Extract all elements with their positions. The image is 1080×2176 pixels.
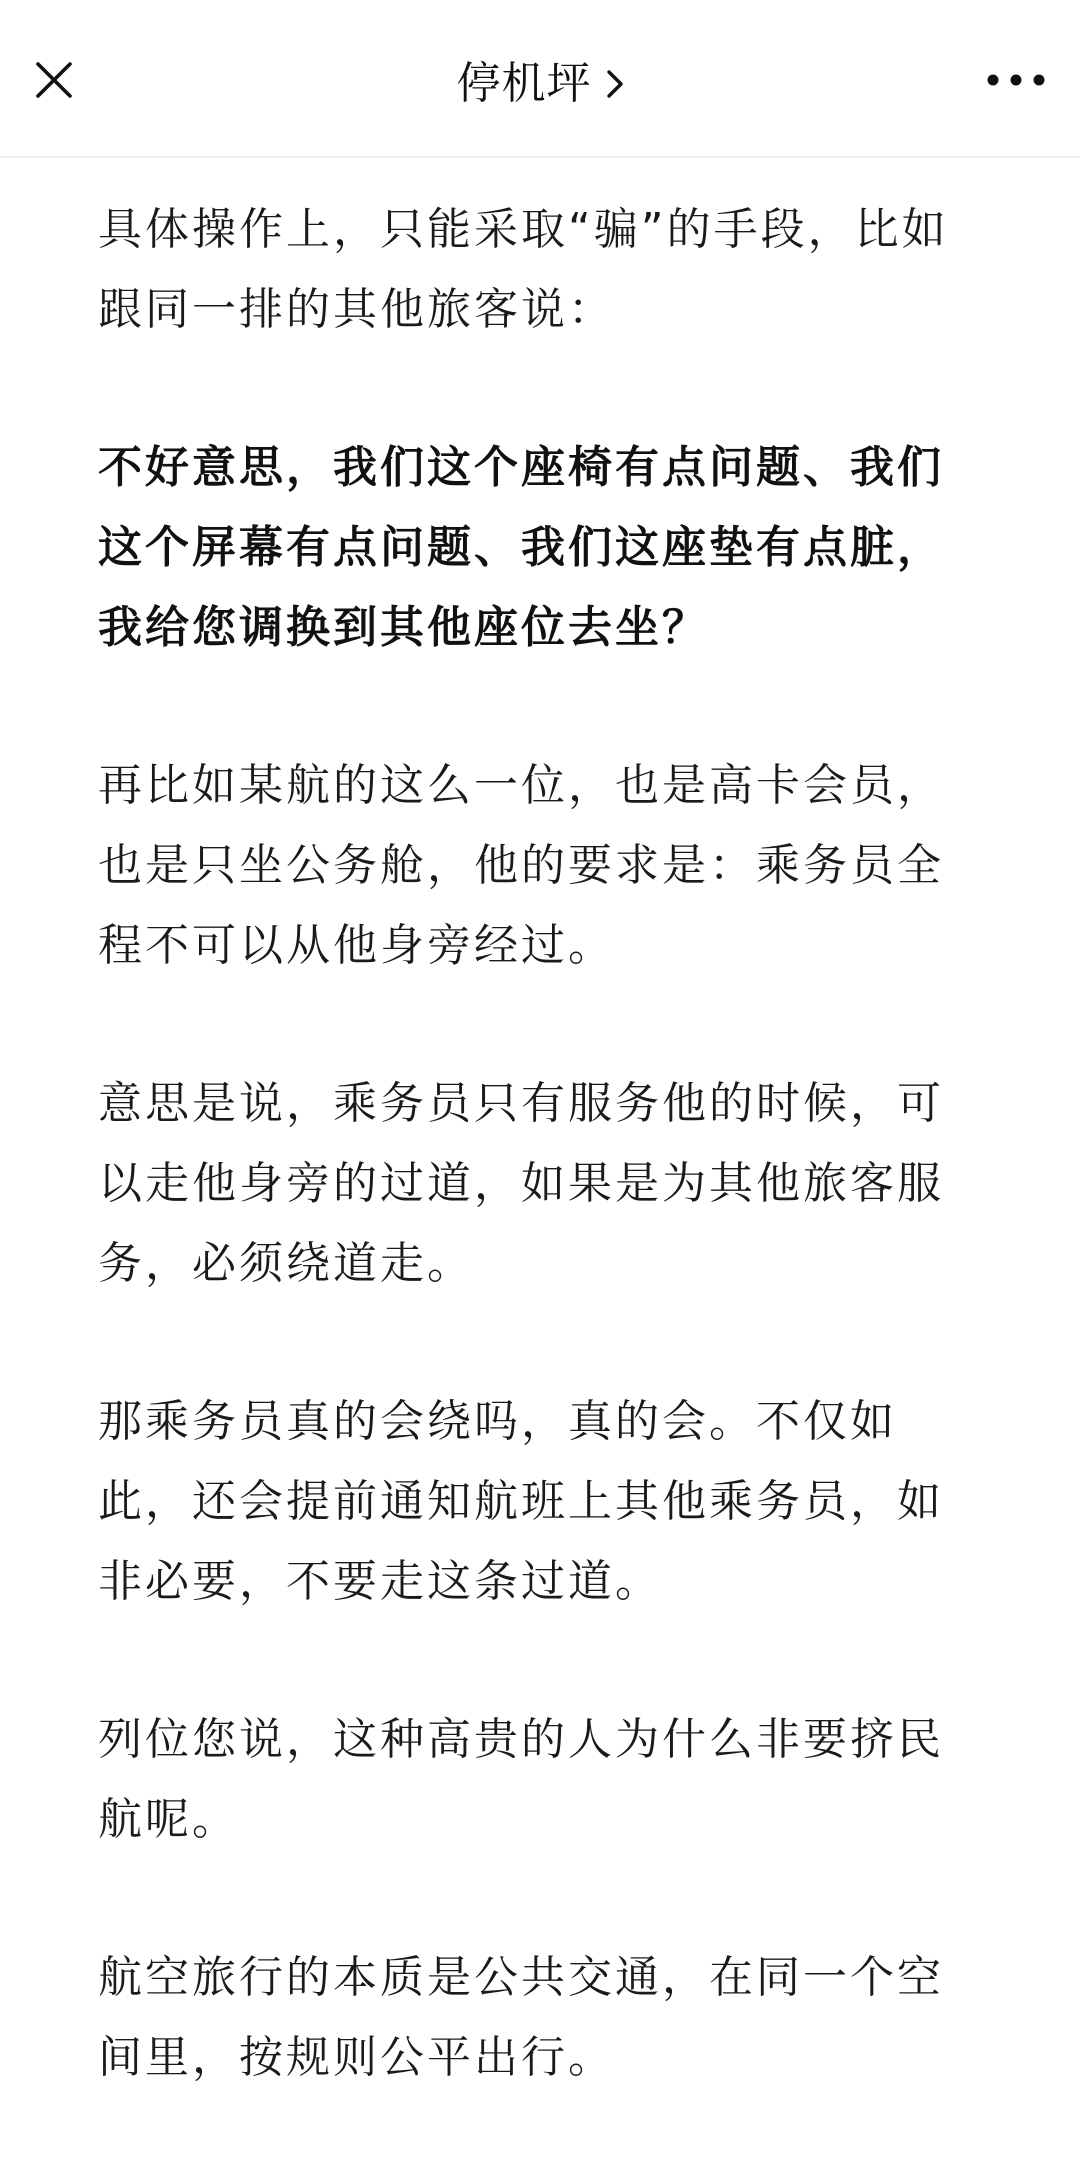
article-paragraph: 列位您说，这种高贵的人为什么非要挤民航呢。 <box>98 1714 944 1845</box>
article-paragraph: 具体操作上，只能采取“骗”的手段，比如跟同一排的其他旅客说： <box>98 204 949 335</box>
more-horizontal-icon <box>986 73 1046 87</box>
article-paragraph: 再比如某航的这么一位，也是高卡会员，也是只坐公务舱，他的要求是：乘务员全程不可以从他身旁经过。 <box>98 760 944 971</box>
page-title: 停机坪 <box>456 58 592 109</box>
more-options-button[interactable] <box>974 48 1058 112</box>
article-paragraph: 意思是说，乘务员只有服务他的时候，可以走他身旁的过道，如果是为其他旅客服务，必须绕道走。 <box>98 1078 944 1289</box>
top-navigation-bar <box>0 0 1080 158</box>
article-paragraph: 那乘务员真的会绕吗，真的会。不仅如此，还会提前通知航班上其他乘务员，如非必要，不要走这条过道。 <box>98 1396 944 1607</box>
article-body <box>98 190 978 2176</box>
article-paragraph: 航空旅行的本质是公共交通，在同一个空间里，按规则公平出行。 <box>98 1952 944 2083</box>
chevron-right-icon <box>606 69 624 99</box>
article-paragraph-bold: 不好意思，我们这个座椅有点问题、我们这个屏幕有点问题、我们这座垫有点脏，我给您调换到其他座位去坐？ <box>98 442 944 653</box>
account-title-link[interactable] <box>0 58 1080 110</box>
